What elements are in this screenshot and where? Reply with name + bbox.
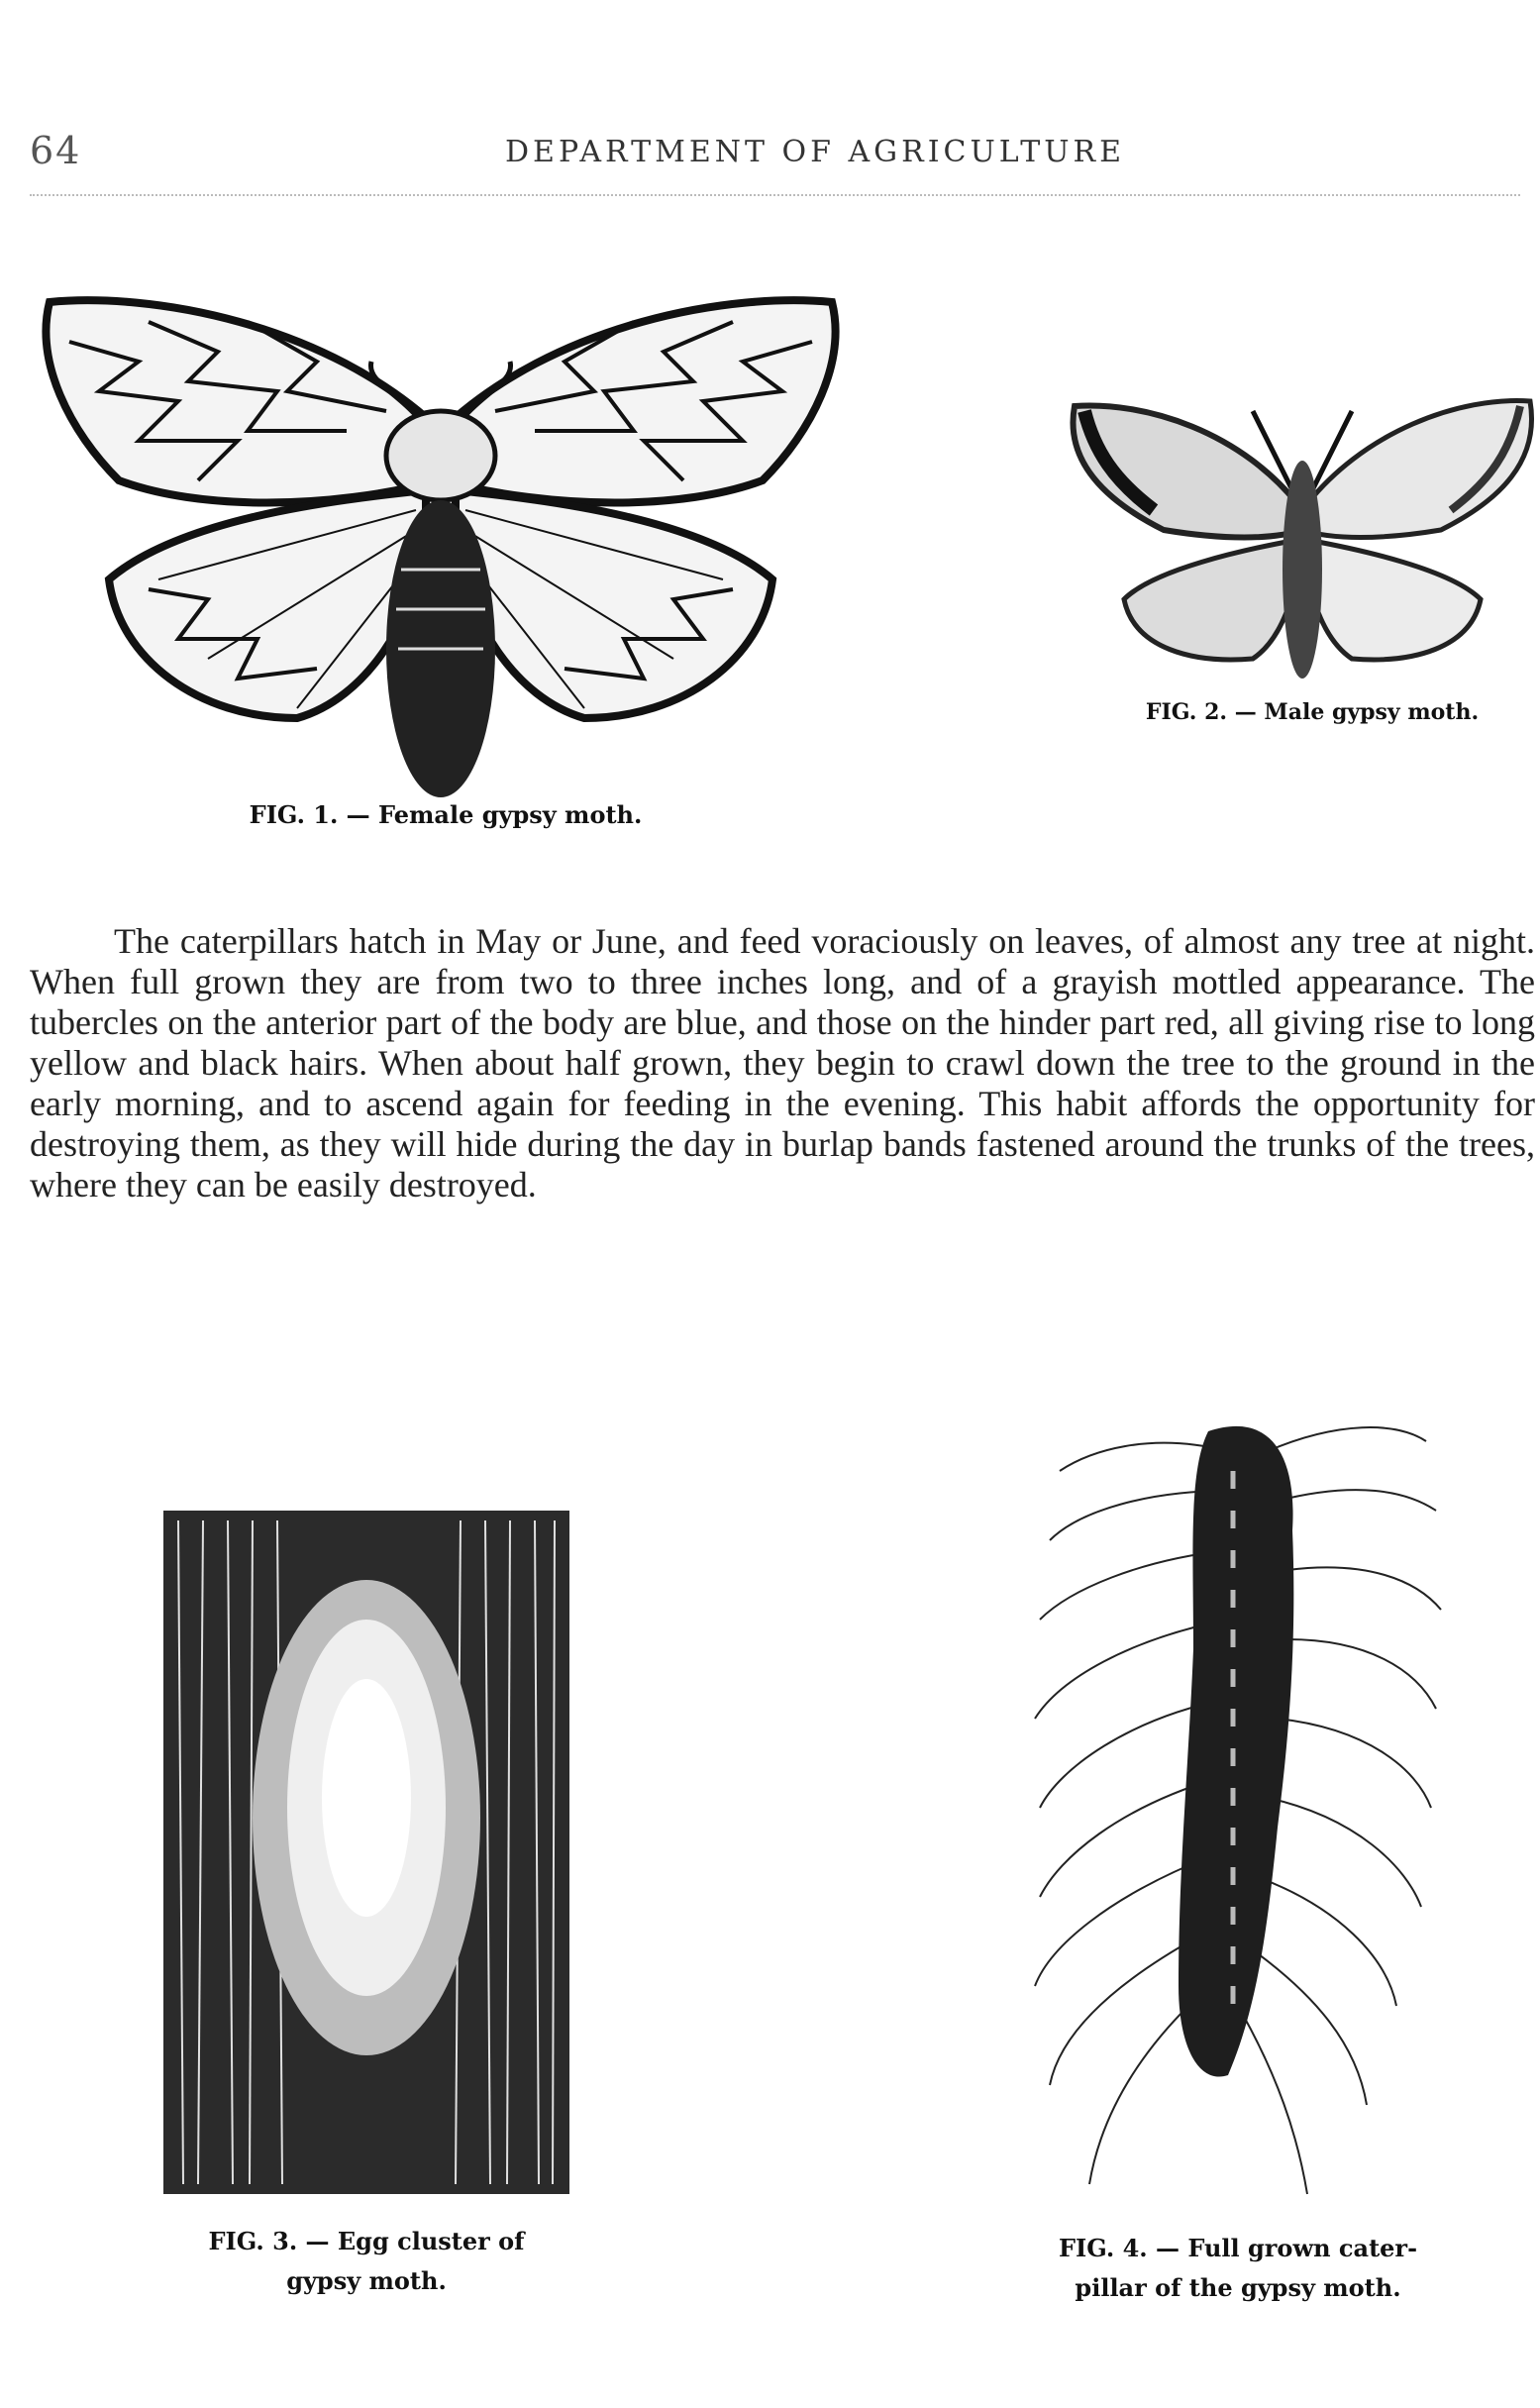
running-head: DEPARTMENT OF AGRICULTURE (505, 135, 1126, 169)
egg-cluster-illustration (158, 1501, 574, 2204)
male-moth-illustration (1065, 391, 1540, 688)
fig3-caption-line2: gypsy moth. (286, 2266, 447, 2295)
fig4-caption-line1: FIG. 4. — Full grown cater- (1058, 2234, 1418, 2262)
fig4-caption-line2: pillar of the gypsy moth. (1075, 2273, 1401, 2302)
fig3-caption-line1: FIG. 3. — Egg cluster of (208, 2227, 525, 2255)
fig2-caption: FIG. 2. — Male gypsy moth. (1145, 699, 1480, 725)
header-rule (30, 194, 1520, 196)
body-paragraph: The caterpillars hatch in May or June, and feed voraciously on leaves, of almost any tree at night. When full grown they are from two to three inches long, and of a grayish mottled appearance. The tubercles on the anterior part of the body are blue, and those on the hinder part red, all giving rise to long yellow and black hairs. When about half grown, they begin to crawl down the tree to the ground in the early morning, and to ascend again for feeding in the evening. This habit affords the opportunity for destroying them, as they will hide during the day in burlap bands fastened around the trunks of the trees, where they can be easily destroyed. (30, 921, 1535, 1204)
page-number: 64 (30, 129, 82, 172)
female-moth-illustration (30, 282, 852, 797)
fig1-caption: FIG. 1. — Female gypsy moth. (249, 800, 643, 829)
caterpillar-illustration (1030, 1392, 1446, 2224)
